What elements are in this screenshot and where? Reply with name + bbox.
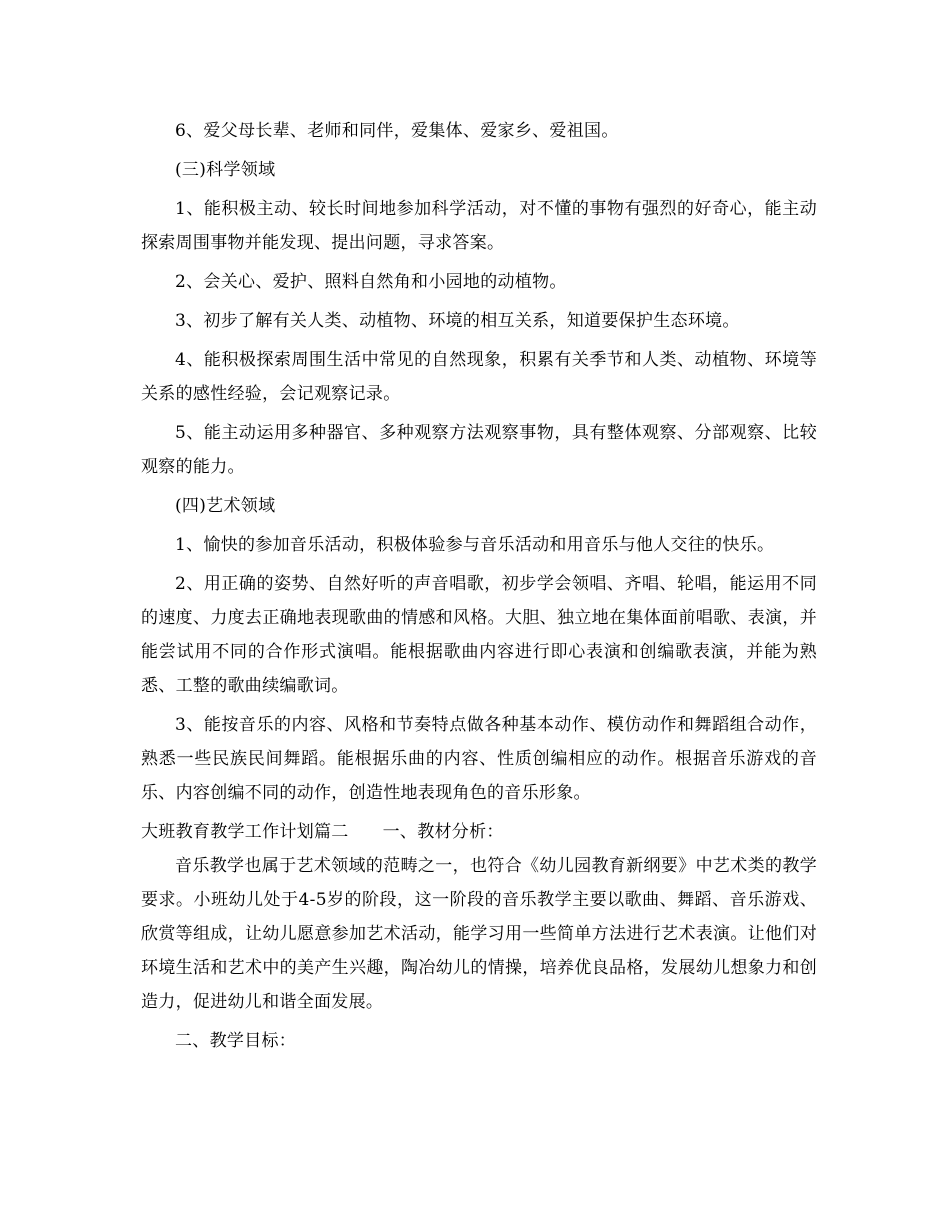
paragraph-art-3: 3、能按音乐的内容、风格和节奏特点做各种基本动作、模仿动作和舞蹈组合动作，熟悉一些民族民间舞蹈。能根据乐曲的内容、性质创编相应的动作。根据音乐游戏的音乐、内容创编不同的动作，创造性地表现角色的音乐形象。 (141, 715, 817, 803)
paragraph-science-2: 2、会关心、爱护、照料自然角和小园地的动植物。 (175, 272, 567, 292)
paragraph-science-3: 3、初步了解有关人类、动植物、环境的相互关系，知道要保护生态环境。 (175, 311, 740, 331)
section-heading-science: (三)科学领域 (175, 160, 276, 180)
section-heading-teaching-goals: 二、教学目标： (175, 1031, 297, 1051)
section-heading-material-analysis: 一、教材分析： (382, 822, 504, 842)
plan-title: 大班教育教学工作计划篇二 (141, 822, 349, 842)
paragraph-science-1: 1、能积极主动、较长时间地参加科学活动，对不懂的事物有强烈的好奇心，能主动探索周围事物并能发现、提出问题，寻求答案。 (141, 199, 817, 253)
document-body (141, 114, 817, 1063)
paragraph-science-4: 4、能积极探索周围生活中常见的自然现象，积累有关季节和人类、动植物、环境等关系的感性经验，会记观察记录。 (141, 350, 817, 404)
paragraph-art-2: 2、用正确的姿势、自然好听的声音唱歌，初步学会领唱、齐唱、轮唱，能运用不同的速度、力度去正确地表现歌曲的情感和风格。大胆、独立地在集体面前唱歌、表演，并能尝试用不同的合作形式演唱。能根据歌曲内容进行即心表演和创编歌表演，并能为熟悉、工整的歌曲续编歌词。 (141, 574, 817, 696)
section-heading-art: (四)艺术领域 (175, 496, 276, 516)
paragraph-6-love: 6、爱父母长辈、老师和同伴，爱集体、爱家乡、爱祖国。 (175, 121, 619, 141)
paragraph-art-1: 1、愉快的参加音乐活动，积极体验参与音乐活动和用音乐与他人交往的快乐。 (175, 535, 775, 555)
plan-heading-line (141, 815, 817, 849)
paragraph-music-teaching: 音乐教学也属于艺术领域的范畴之一，也符合《幼儿园教育新纲要》中艺术类的教学要求。小班幼儿处于4-5岁的阶段，这一阶段的音乐教学主要以歌曲、舞蹈、音乐游戏、欣赏等组成，让幼儿愿意参加艺术活动，能学习用一些简单方法进行艺术表演。让他们对环境生活和艺术中的美产生兴趣，陶冶幼儿的情操，培养优良品格，发展幼儿想象力和创造力，促进幼儿和谐全面发展。 (141, 856, 817, 1012)
paragraph-science-5: 5、能主动运用多种器官、多种观察方法观察事物，具有整体观察、分部观察、比较观察的能力。 (141, 423, 817, 477)
